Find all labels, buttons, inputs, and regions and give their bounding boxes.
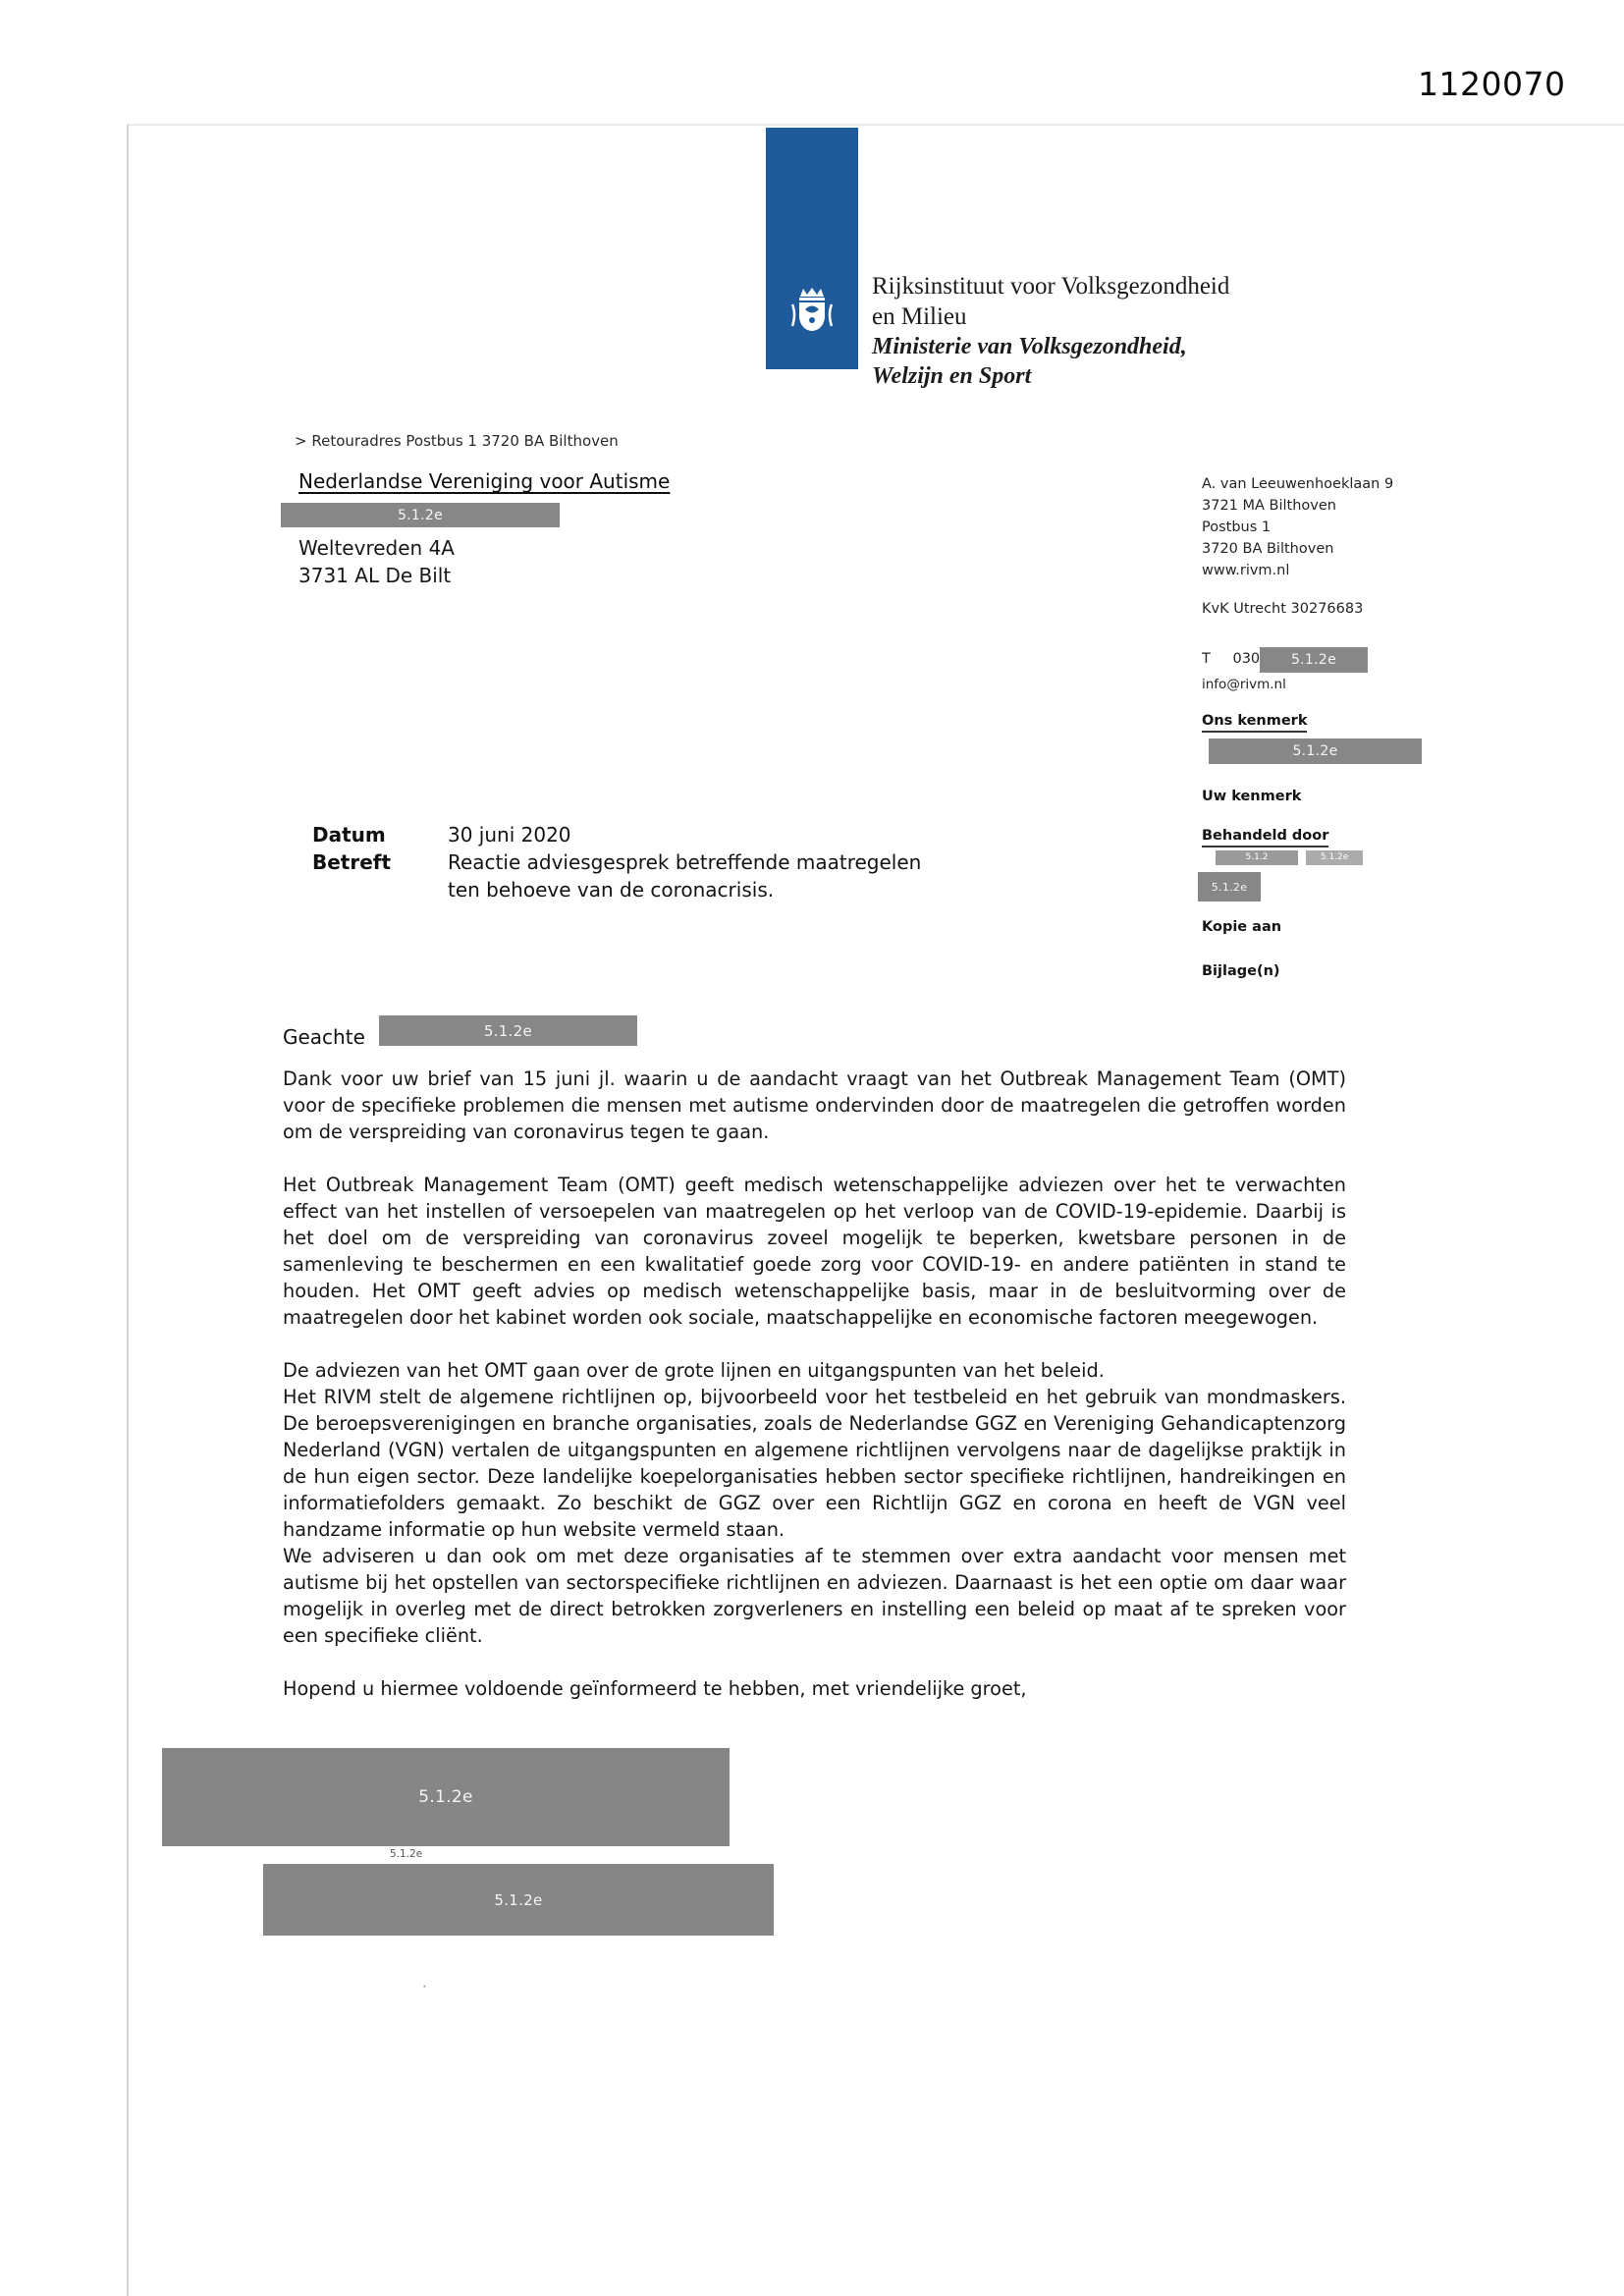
datum-label: Datum (312, 823, 386, 847)
paragraph-2: Het Outbreak Management Team (OMT) geeft medisch wetenschappelijke adviezen over het te verwachten effect van het instellen of versoepelen van maatregelen op het verloop van de COVID-19-epidemie. Daarbij is het doel om de verspreiding van coronavirus zoveel mogelijk te beperken, kwetsbare personen in de samenleving te beschermen en een kwalitatief goede zorg voor COVID-19- en andere patiënten in stand te houden. Het OMT geeft advies op medisch wetenschappelijke basis, maar in de besluitvorming over de maatregelen door het kabinet worden ook sociale, maatschappelijke en economische factoren meegewogen. (283, 1174, 1346, 1329)
datum-value: 30 juni 2020 (448, 823, 571, 847)
sender-address-block (1202, 473, 1393, 581)
sender-address-line: A. van Leeuwenhoeklaan 9 (1202, 476, 1394, 492)
salutation: Geachte (283, 1025, 365, 1049)
betreft-label: Betreft (312, 850, 392, 874)
redaction-box-behandeld-c: 5.1.2e (1198, 872, 1261, 902)
rijksoverheid-logo-block (766, 128, 858, 369)
recipient-city: 3731 AL De Bilt (298, 564, 452, 587)
logo-org-line2: en Milieu (872, 303, 967, 330)
behandeld-door-label: Behandeld door (1202, 828, 1328, 847)
bijlage-label: Bijlage(n) (1202, 963, 1280, 979)
return-address: > Retouradres Postbus 1 3720 BA Bilthoven (295, 432, 619, 450)
logo-wordmark (872, 271, 1229, 391)
kvk-number: KvK Utrecht 30276683 (1202, 601, 1364, 617)
phone-label: T (1202, 651, 1211, 667)
logo-org-line1: Rijksinstituut voor Volksgezondheid (872, 273, 1230, 300)
redaction-box-behandeld-a: 5.1.2 (1216, 850, 1298, 865)
sender-address-line: Postbus 1 (1202, 519, 1272, 535)
sender-email: info@rivm.nl (1202, 677, 1286, 692)
redaction-box-signature-2: 5.1.2e (263, 1864, 774, 1936)
redaction-box-phone: 5.1.2e (1260, 647, 1368, 673)
redaction-signature-small-label: 5.1.2e (390, 1848, 423, 1860)
logo-ministry-line2: Welzijn en Sport (872, 363, 1032, 389)
betreft-value-line1: Reactie adviesgesprek betreffende maatregelen (448, 850, 922, 874)
paragraph-3-intro: De adviezen van het OMT gaan over de grote lijnen en uitgangspunten van het beleid. (283, 1359, 1105, 1382)
betreft-value-line2: ten behoeve van de coronacrisis. (448, 878, 775, 902)
phone-area-code: 030 (1232, 651, 1261, 667)
rijksoverheid-crest-icon (790, 285, 834, 342)
paragraph-3 (283, 1357, 1346, 1649)
uw-kenmerk-label: Uw kenmerk (1202, 789, 1302, 804)
closing-line: Hopend u hiermee voldoende geïnformeerd te hebben, met vriendelijke groet, (283, 1677, 1027, 1700)
redaction-box-behandeld-b: 5.1.2e (1306, 850, 1363, 865)
paragraph-3-detail: Het RIVM stelt de algemene richtlijnen op, bijvoorbeeld voor het testbeleid en het gebruik van mondmaskers. De beroepsverenigingen en branche organisaties, zoals de Nederlandse GGZ en Vereniging Gehandicaptenzorg Nederland (VGN) vertalen de uitgangspunten en algemene richtlijnen vervolgens naar de dagelijkse praktijk in de hun eigen sector. Deze landelijke koepelorganisaties hebben sector specifieke richtlijnen, handreikingen en informatiefolders gemaakt. Zo beschikt de GGZ over een Richtlijn GGZ en corona en heeft de VGN veel handzame informatie op hun website vermeld staan. (283, 1386, 1346, 1541)
ons-kenmerk-label: Ons kenmerk (1202, 713, 1307, 733)
redaction-behandeld-row (1216, 850, 1363, 869)
phone-row (1202, 651, 1260, 667)
logo-ministry-line1: Ministerie van Volksgezondheid, (872, 334, 1187, 359)
sender-address-line: 3720 BA Bilthoven (1202, 541, 1334, 557)
sender-address-line: 3721 MA Bilthoven (1202, 498, 1336, 514)
paragraph-1: Dank voor uw brief van 15 juni jl. waarin u de aandacht vraagt van het Outbreak Management Team (OMT) voor de specifieke problemen die mensen met autisme ondervinden door de maatregelen die getroffen worden om de verspreiding van coronavirus tegen te gaan. (283, 1067, 1346, 1143)
recipient-name: Nederlandse Vereniging voor Autisme (298, 469, 671, 493)
redaction-box-salutation: 5.1.2e (379, 1015, 637, 1046)
scan-artifact-mark: · (422, 1978, 427, 1995)
sender-website: www.rivm.nl (1202, 563, 1290, 578)
paragraph-3-advice: We adviseren u dan ook om met deze organisaties af te stemmen over extra aandacht voor mensen met autisme bij het opstellen van sectorspecifieke richtlijnen en adviezen. Daarnaast is het een optie om daar waar mogelijk in overleg met de direct betrokken zorgverleners en instelling een beleid op maat af te spreken voor een specifieke cliënt. (283, 1545, 1346, 1647)
kopie-aan-label: Kopie aan (1202, 919, 1282, 935)
redaction-box-ons-kenmerk: 5.1.2e (1209, 738, 1422, 764)
redaction-box-signature-1: 5.1.2e (162, 1748, 730, 1846)
letter-body (283, 1066, 1346, 1728)
document-number: 1120070 (1418, 65, 1566, 103)
redaction-box-recipient: 5.1.2e (281, 503, 560, 527)
recipient-street: Weltevreden 4A (298, 536, 455, 560)
